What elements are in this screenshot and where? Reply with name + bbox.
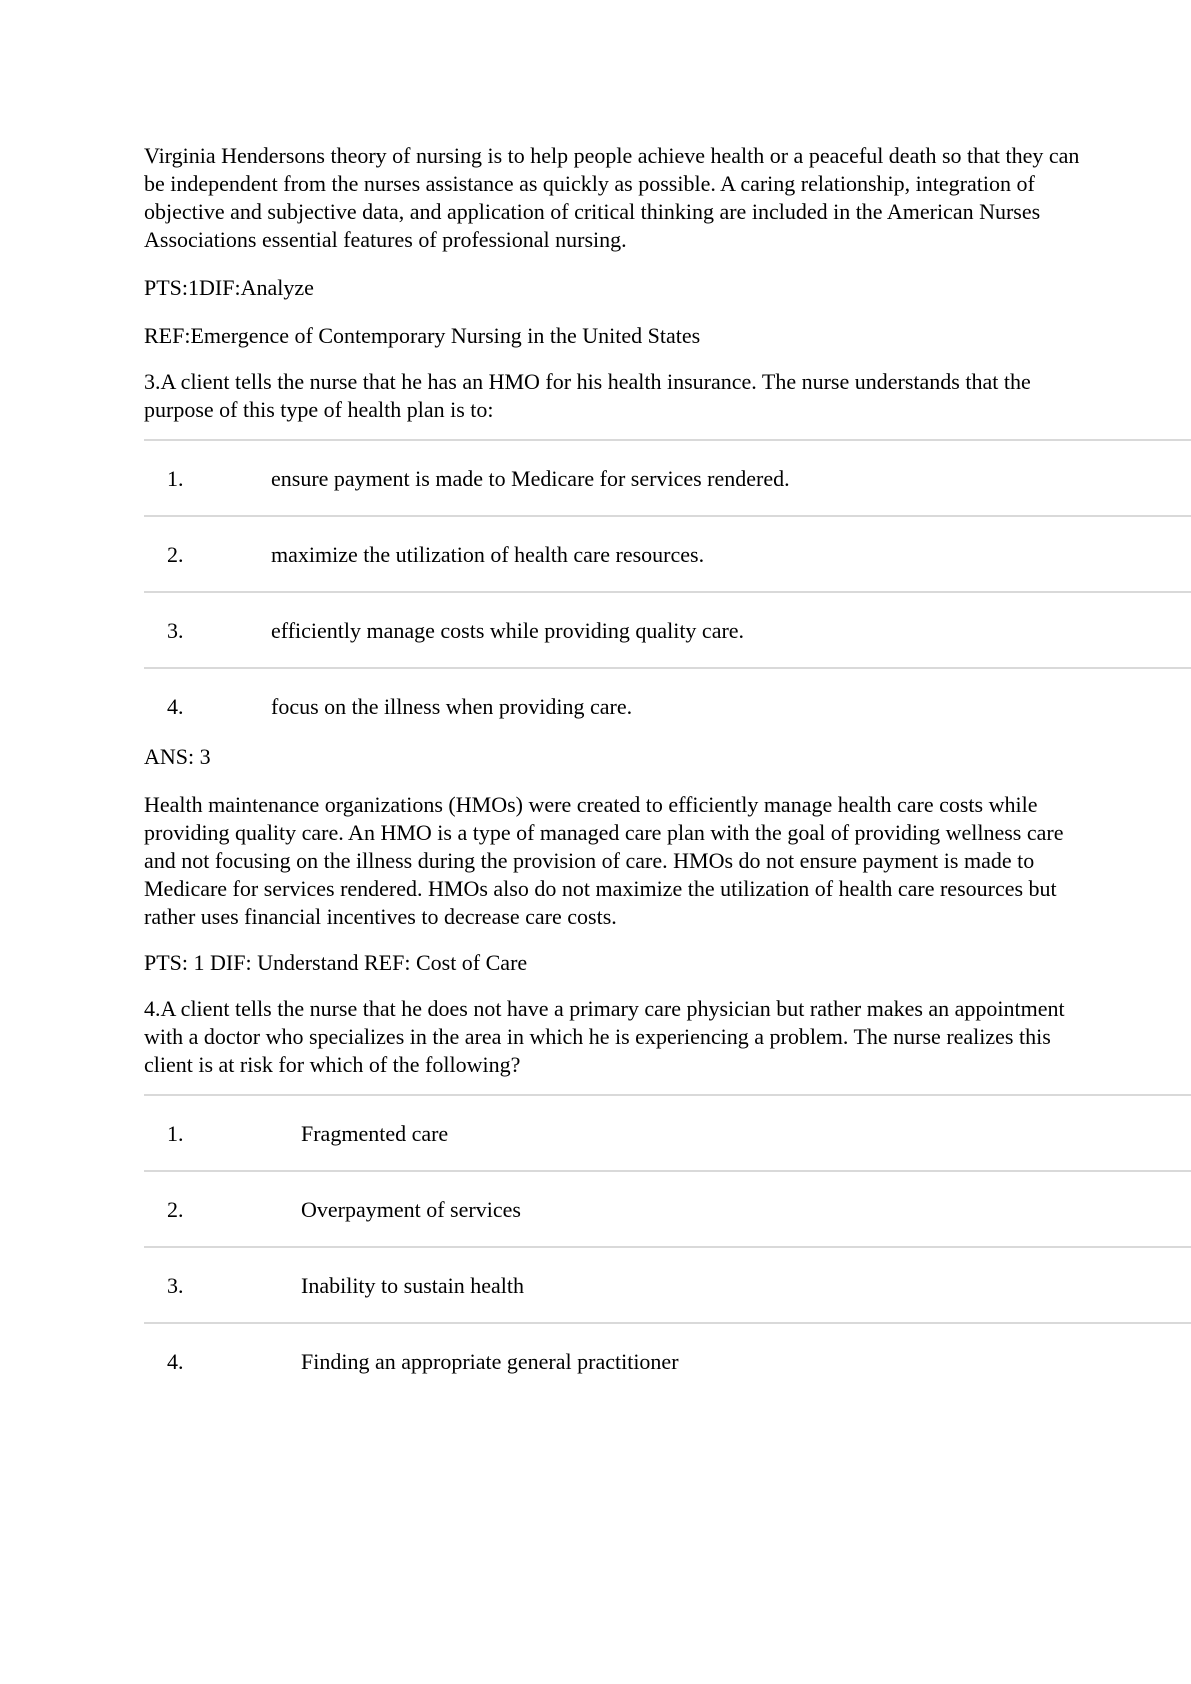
option-text: maximize the utilization of health care resources.	[271, 542, 705, 567]
q3-option-1	[144, 439, 1191, 515]
q3-option-2	[144, 515, 1191, 591]
option-number: 4.	[167, 1349, 184, 1374]
q3-options-table	[144, 439, 1191, 743]
option-number: 3.	[167, 1273, 184, 1298]
option-number: 4.	[167, 694, 184, 719]
q4-option-2	[144, 1170, 1191, 1246]
option-text: efficiently manage costs while providing quality care.	[271, 618, 745, 643]
q2-ref: REF:Emergence of Contemporary Nursing in the United States	[144, 323, 701, 348]
option-number: 3.	[167, 618, 184, 643]
q4-option-3	[144, 1246, 1191, 1322]
option-text: Fragmented care	[301, 1121, 449, 1146]
option-number: 2.	[167, 1197, 184, 1222]
q3-option-4	[144, 667, 1191, 743]
q3-rationale: Health maintenance organizations (HMOs) were created to efficiently manage health care costs while providing quality care. An HMO is a type of managed care plan with the goal of providing wellness care and not focusing on the illness during the provision of care. HMOs do not ensure payment is made to Medicare for services rendered. HMOs also do not maximize the utilization of health care resources but rather uses financial incentives to decrease care costs.	[144, 792, 1064, 929]
q3-answer: ANS: 3	[144, 744, 211, 769]
q4-stem: 4.A client tells the nurse that he does not have a primary care physician but rather makes an appointment with a doctor who specializes in the area in which he is experiencing a problem. The nurse realizes this client is at risk for which of the following?	[144, 996, 1065, 1077]
option-number: 1.	[167, 466, 184, 491]
option-text: Overpayment of services	[301, 1197, 521, 1222]
q4-option-1	[144, 1094, 1191, 1170]
q3-option-3	[144, 591, 1191, 667]
q3-stem: 3.A client tells the nurse that he has an HMO for his health insurance. The nurse understands that the purpose of this type of health plan is to:	[144, 369, 1031, 422]
document-page	[144, 142, 1191, 1398]
option-text: ensure payment is made to Medicare for services rendered.	[271, 466, 790, 491]
q4-options-table	[144, 1094, 1191, 1398]
q3-meta: PTS: 1 DIF: Understand REF: Cost of Care	[144, 950, 528, 975]
option-number: 1.	[167, 1121, 184, 1146]
option-text: Inability to sustain health	[301, 1273, 525, 1298]
q4-option-4	[144, 1322, 1191, 1398]
option-text: Finding an appropriate general practitioner	[301, 1349, 679, 1374]
intro-paragraph: Virginia Hendersons theory of nursing is to help people achieve health or a peaceful death so that they can be independent from the nurses assistance as quickly as possible. A caring relationship, integration of objective and subjective data, and application of critical thinking are included in the American Nurses Associations essential features of professional nursing.	[144, 143, 1080, 252]
q2-pts-dif: PTS:1DIF:Analyze	[144, 275, 314, 300]
option-number: 2.	[167, 542, 184, 567]
option-text: focus on the illness when providing care.	[271, 694, 633, 719]
